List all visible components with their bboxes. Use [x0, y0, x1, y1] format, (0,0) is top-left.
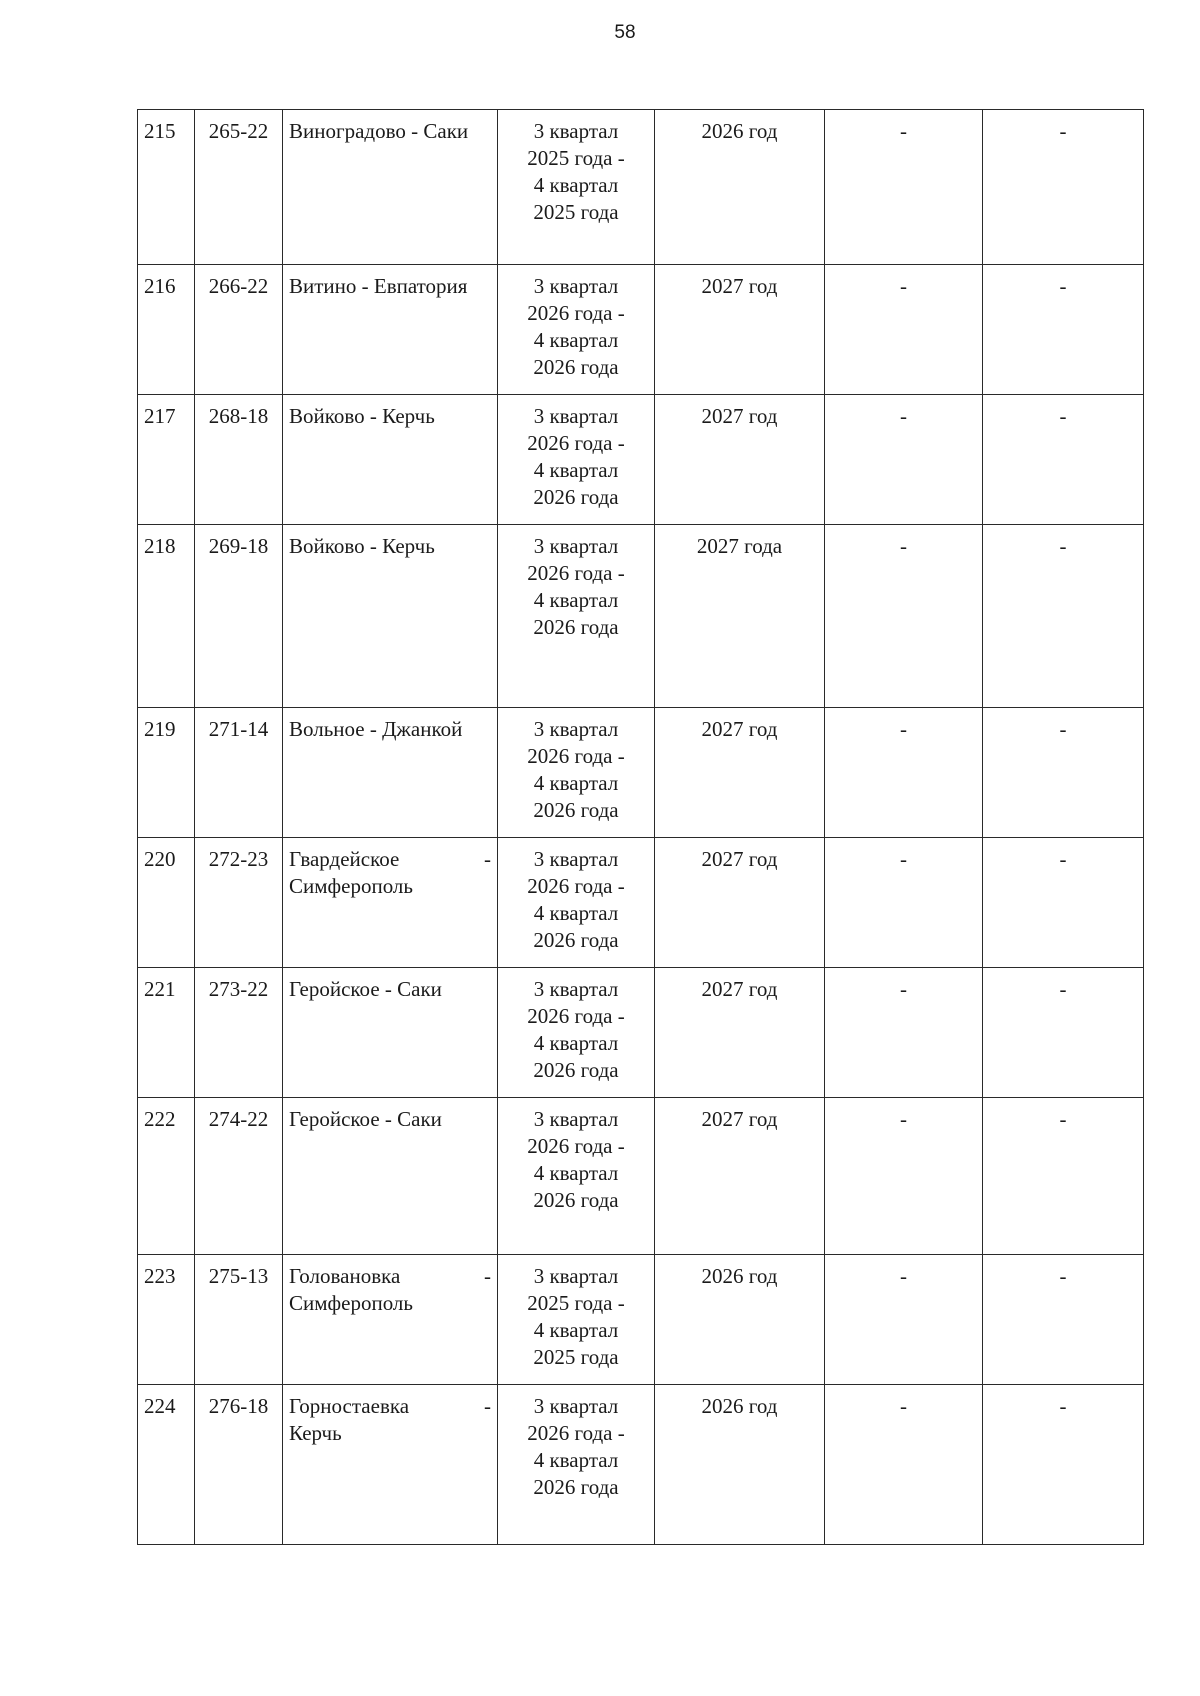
period-line: 4 квартал: [533, 1161, 619, 1185]
period-line: 2026 года -: [527, 1421, 625, 1445]
row-number-cell: 223: [138, 1255, 195, 1385]
route-code-cell: 272-23: [195, 838, 283, 968]
period-line: 2026 года: [533, 355, 619, 379]
period-line: 2026 года -: [527, 301, 625, 325]
period-line: 3 квартал: [533, 717, 619, 741]
period-line: 2026 года: [533, 1475, 619, 1499]
route-code-cell: 271-14: [195, 708, 283, 838]
completion-year-cell: 2027 год: [655, 265, 825, 395]
row-number-cell: 224: [138, 1385, 195, 1545]
route-name-cell: [283, 1255, 498, 1385]
completion-year-cell: 2027 год: [655, 838, 825, 968]
period-cell: [498, 1385, 655, 1545]
route-name-first-line: [289, 1393, 491, 1420]
route-name-cell: Войково - Керчь: [283, 525, 498, 708]
period-line: 2026 года -: [527, 1134, 625, 1158]
route-name-cell: Витино - Евпатория: [283, 265, 498, 395]
row-number-cell: 221: [138, 968, 195, 1098]
period-line: 4 квартал: [533, 771, 619, 795]
period-cell: [498, 525, 655, 708]
column-8-cell: -: [983, 110, 1144, 265]
completion-year-cell: 2027 года: [655, 525, 825, 708]
table-row: [138, 1255, 1144, 1385]
completion-year-cell: 2026 год: [655, 1255, 825, 1385]
table-row: [138, 838, 1144, 968]
row-number-cell: 217: [138, 395, 195, 525]
route-name-part1: Гвардейское: [289, 847, 400, 871]
period-line: 2026 года -: [527, 1004, 625, 1028]
period-line: 4 квартал: [533, 173, 619, 197]
column-7-cell: -: [825, 968, 983, 1098]
route-code-cell: 265-22: [195, 110, 283, 265]
period-line: 2025 года: [533, 200, 619, 224]
column-8-cell: -: [983, 968, 1144, 1098]
period-line: 3 квартал: [533, 119, 619, 143]
column-7-cell: -: [825, 1255, 983, 1385]
period-line: 3 квартал: [533, 1264, 619, 1288]
period-line: 4 квартал: [533, 1318, 619, 1342]
period-line: 2026 года: [533, 485, 619, 509]
period-line: 2026 года -: [527, 561, 625, 585]
period-line: 2026 года -: [527, 874, 625, 898]
period-line: 2026 года -: [527, 431, 625, 455]
period-line: 2026 года: [533, 615, 619, 639]
route-name-cell: Вольное - Джанкой: [283, 708, 498, 838]
period-line: 4 квартал: [533, 328, 619, 352]
row-number-cell: 220: [138, 838, 195, 968]
route-code-cell: 269-18: [195, 525, 283, 708]
route-code-cell: 275-13: [195, 1255, 283, 1385]
table-row: [138, 1098, 1144, 1255]
route-code-cell: 276-18: [195, 1385, 283, 1545]
column-8-cell: -: [983, 1255, 1144, 1385]
table-body: [138, 110, 1144, 1545]
route-name-cell: Геройское - Саки: [283, 1098, 498, 1255]
period-line: 4 квартал: [533, 1031, 619, 1055]
route-name-cell: Геройское - Саки: [283, 968, 498, 1098]
table-row: [138, 110, 1144, 265]
route-code-cell: 268-18: [195, 395, 283, 525]
period-line: 4 квартал: [533, 458, 619, 482]
period-line: 2025 года -: [527, 146, 625, 170]
column-7-cell: -: [825, 525, 983, 708]
route-name-first-line: [289, 1263, 491, 1290]
column-8-cell: -: [983, 265, 1144, 395]
column-7-cell: -: [825, 1098, 983, 1255]
completion-year-cell: 2027 год: [655, 968, 825, 1098]
column-8-cell: -: [983, 838, 1144, 968]
completion-year-cell: 2027 год: [655, 708, 825, 838]
period-line: 2025 года -: [527, 1291, 625, 1315]
period-cell: [498, 838, 655, 968]
row-number-cell: 216: [138, 265, 195, 395]
period-cell: [498, 1098, 655, 1255]
period-line: 3 квартал: [533, 274, 619, 298]
period-line: 3 квартал: [533, 1107, 619, 1131]
route-name-first-line: [289, 846, 491, 873]
route-code-cell: 266-22: [195, 265, 283, 395]
route-name-part1: Голованoвка: [289, 1264, 401, 1288]
column-8-cell: -: [983, 1098, 1144, 1255]
period-cell: [498, 110, 655, 265]
row-number-cell: 218: [138, 525, 195, 708]
table-row: [138, 265, 1144, 395]
table-row: [138, 395, 1144, 525]
column-8-cell: -: [983, 525, 1144, 708]
column-8-cell: -: [983, 708, 1144, 838]
column-7-cell: -: [825, 838, 983, 968]
column-8-cell: -: [983, 395, 1144, 525]
row-number-cell: 215: [138, 110, 195, 265]
route-name-part2: Керчь: [289, 1421, 342, 1445]
period-cell: [498, 395, 655, 525]
period-line: 2026 года: [533, 1188, 619, 1212]
period-cell: [498, 708, 655, 838]
table-row: [138, 1385, 1144, 1545]
period-line: 2026 года: [533, 798, 619, 822]
completion-year-cell: 2026 год: [655, 110, 825, 265]
completion-year-cell: 2027 год: [655, 395, 825, 525]
row-number-cell: 219: [138, 708, 195, 838]
column-7-cell: -: [825, 395, 983, 525]
completion-year-cell: 2027 год: [655, 1098, 825, 1255]
route-name-cell: Виноградово - Саки: [283, 110, 498, 265]
route-code-cell: 273-22: [195, 968, 283, 1098]
row-number-cell: 222: [138, 1098, 195, 1255]
period-line: 3 квартал: [533, 847, 619, 871]
table-row: [138, 708, 1144, 838]
period-line: 4 квартал: [533, 901, 619, 925]
period-line: 4 квартал: [533, 1448, 619, 1472]
column-7-cell: -: [825, 110, 983, 265]
table-row: [138, 968, 1144, 1098]
period-line: 4 квартал: [533, 588, 619, 612]
period-line: 3 квартал: [533, 404, 619, 428]
completion-year-cell: 2026 год: [655, 1385, 825, 1545]
period-line: 2026 года: [533, 1058, 619, 1082]
route-name-part2: Симферополь: [289, 874, 413, 898]
route-name-cell: Войково - Керчь: [283, 395, 498, 525]
column-7-cell: -: [825, 1385, 983, 1545]
route-name-separator: -: [484, 847, 491, 871]
page-number: 58: [614, 22, 636, 43]
column-7-cell: -: [825, 265, 983, 395]
period-cell: [498, 968, 655, 1098]
route-name-separator: -: [484, 1394, 491, 1418]
period-line: 2026 года -: [527, 744, 625, 768]
period-line: 2026 года: [533, 928, 619, 952]
route-name-part2: Симферополь: [289, 1291, 413, 1315]
route-name-part1: Горностаевка: [289, 1394, 410, 1418]
table-row: [138, 525, 1144, 708]
route-name-separator: -: [484, 1264, 491, 1288]
column-8-cell: -: [983, 1385, 1144, 1545]
period-line: 3 квартал: [533, 1394, 619, 1418]
column-7-cell: -: [825, 708, 983, 838]
period-line: 3 квартал: [533, 534, 619, 558]
period-cell: [498, 1255, 655, 1385]
period-cell: [498, 265, 655, 395]
schedule-table: [137, 109, 1144, 1545]
route-code-cell: 274-22: [195, 1098, 283, 1255]
period-line: 3 квартал: [533, 977, 619, 1001]
route-name-cell: [283, 838, 498, 968]
route-name-cell: [283, 1385, 498, 1545]
period-line: 2025 года: [533, 1345, 619, 1369]
